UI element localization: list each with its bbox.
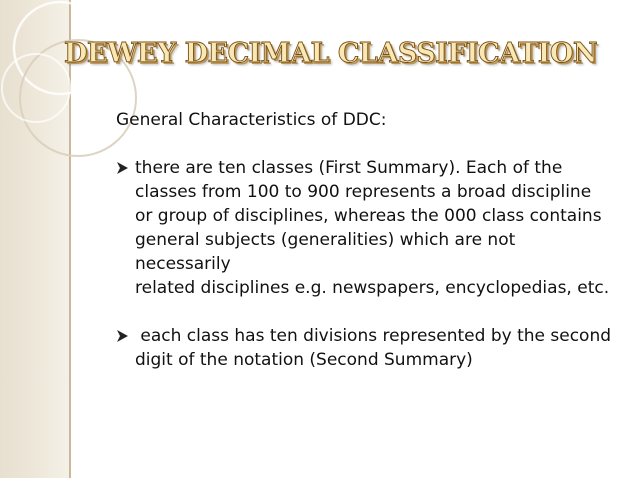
bullet-line: digit of the notation (Second Summary) [135,350,473,370]
bullet-item [116,324,616,372]
bullet-line: general subjects (generalities) which are not necessarily [135,230,516,274]
bullet-line: each class has ten divisions represented by the second [135,326,612,346]
bullet-line: there are ten classes (First Summary). Each of the [135,158,563,178]
bullet-line: classes from 100 to 900 represents a broad discipline [135,182,592,202]
slide-subtitle: General Characteristics of DDC: [116,110,387,130]
slide-title: DEWEY DECIMAL CLASSIFICATION [64,38,598,69]
bullet-line: or group of disciplines, whereas the 000 class contains [135,206,602,226]
arrow-bullet-icon [116,156,130,180]
arrow-bullet-icon [116,324,130,348]
bullet-item [116,156,616,300]
bullet-line: related disciplines e.g. newspapers, encyclopedias, etc. [135,278,610,298]
slide-content [116,108,616,396]
